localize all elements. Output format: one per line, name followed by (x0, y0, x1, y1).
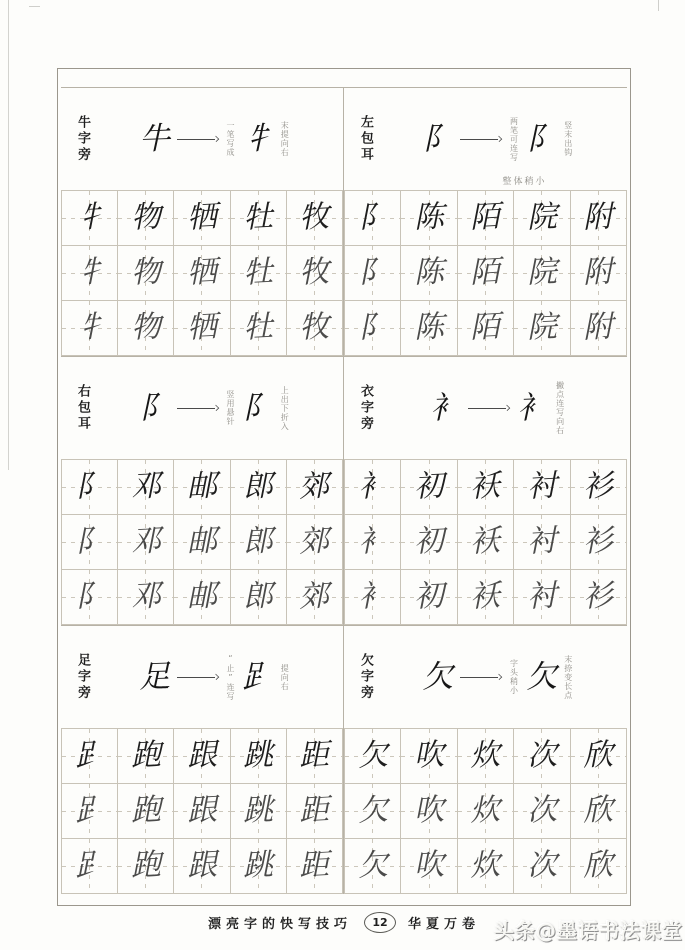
practice-character: 牺 (186, 199, 218, 236)
practice-character: 跳 (242, 847, 275, 884)
practice-character: 衫 (582, 578, 615, 615)
practice-character: 院 (525, 199, 558, 236)
practice-character: 邓 (129, 523, 162, 560)
practice-cell (118, 515, 174, 570)
practice-character: 跟 (186, 847, 218, 884)
practice-cell (62, 191, 118, 246)
practice-cell (231, 570, 287, 625)
practice-character: 欠 (356, 792, 389, 829)
practice-cell (514, 784, 570, 839)
practice-cell (514, 191, 570, 246)
annotation-after: 末捺变长点 (563, 654, 573, 700)
practice-cell (401, 301, 457, 356)
practice-cell (231, 246, 287, 301)
practice-cell (571, 839, 627, 894)
practice-cell (118, 784, 174, 839)
practice-character: 衬 (525, 578, 558, 615)
practice-character: 距 (298, 792, 331, 829)
practice-character: 衤 (356, 468, 389, 505)
practice-character: 跳 (242, 792, 275, 829)
practice-cell (287, 301, 343, 356)
practice-cell (118, 301, 174, 356)
annotation-before: 一笔写成 (226, 121, 235, 157)
practice-character: 初 (413, 523, 445, 560)
demo-start-character: 牛 (138, 119, 171, 158)
copybook-page-frame (57, 68, 631, 906)
practice-cell (514, 839, 570, 894)
band-2 (61, 356, 627, 625)
practice-character: 欣 (582, 737, 615, 774)
practice-cell (287, 729, 343, 784)
demo-start-character: 足 (138, 657, 171, 696)
demo-start-character: 阝 (138, 388, 171, 427)
practice-cell (458, 515, 514, 570)
section-header (344, 357, 627, 459)
practice-cell (174, 729, 230, 784)
practice-character: 陌 (469, 254, 502, 291)
practice-grid (344, 728, 627, 894)
practice-cell (118, 839, 174, 894)
practice-character: 距 (298, 737, 331, 774)
practice-character: 跑 (129, 847, 162, 884)
practice-character: 欠 (356, 847, 389, 884)
practice-character: 陈 (413, 254, 445, 291)
practice-character: 邮 (186, 578, 218, 615)
demo-result-character: 欠 (524, 657, 558, 696)
practice-cell (514, 460, 570, 515)
demo-row (372, 117, 627, 162)
practice-cell (458, 246, 514, 301)
practice-cell (345, 784, 401, 839)
practice-character: 郎 (242, 578, 275, 615)
practice-cell (62, 460, 118, 515)
practice-character: 牺 (186, 309, 218, 346)
practice-character: 阝 (73, 523, 106, 560)
demo-row (89, 121, 343, 157)
practice-character: 牡 (242, 199, 275, 236)
practice-cell (345, 839, 401, 894)
practice-character: 袄 (469, 523, 502, 560)
demo-start-character: 欠 (421, 657, 454, 696)
band-3 (61, 625, 627, 894)
section-yawn-radical (344, 626, 627, 894)
radical-label: 左包耳 (358, 115, 373, 163)
section-header (61, 88, 343, 190)
radical-label: 足字旁 (75, 653, 90, 701)
practice-cell (118, 570, 174, 625)
arrow-right-icon (177, 136, 219, 143)
practice-character: 吹 (413, 792, 445, 829)
practice-cell (62, 784, 118, 839)
practice-cell (62, 570, 118, 625)
practice-character: 邮 (186, 468, 218, 505)
annotation-after: 末提向右 (280, 121, 290, 157)
practice-character: 陌 (469, 199, 502, 236)
practice-cell (571, 570, 627, 625)
practice-character: 衫 (582, 468, 615, 505)
practice-character: 牜 (73, 309, 106, 346)
practice-character: 初 (413, 578, 445, 615)
section-clothing-radical (344, 357, 627, 625)
section-header (61, 626, 343, 728)
practice-cell (571, 784, 627, 839)
practice-character: 陈 (413, 309, 445, 346)
practice-character: 牜 (73, 199, 106, 236)
annotation-after: 提向右 (280, 663, 290, 691)
practice-cell (62, 839, 118, 894)
arrow-right-icon (177, 674, 219, 681)
practice-character: 𧾷 (73, 847, 106, 884)
practice-grid (344, 190, 627, 356)
practice-character: 牺 (186, 254, 218, 291)
practice-cell (174, 460, 230, 515)
practice-cell (401, 246, 457, 301)
practice-cell (174, 839, 230, 894)
practice-cell (401, 515, 457, 570)
practice-character: 阝 (356, 199, 389, 236)
demo-row (89, 654, 343, 701)
section-right-ear-radical (61, 357, 344, 625)
practice-cell (571, 191, 627, 246)
practice-character: 阝 (356, 309, 389, 346)
section-niu-radical (61, 88, 344, 356)
arrow-right-icon (460, 136, 502, 143)
practice-character: 邓 (129, 578, 162, 615)
practice-character: 𧾷 (73, 792, 106, 829)
section-header (344, 626, 627, 728)
practice-character: 院 (525, 254, 558, 291)
practice-character: 跟 (186, 737, 218, 774)
practice-cell (287, 191, 343, 246)
practice-cell (571, 729, 627, 784)
practice-cell (514, 301, 570, 356)
practice-character: 郎 (242, 468, 275, 505)
section-header (344, 88, 627, 190)
practice-character: 衤 (356, 578, 389, 615)
arrow-right-icon (468, 405, 510, 412)
practice-cell (401, 839, 457, 894)
practice-character: 衤 (356, 523, 389, 560)
practice-cell (345, 460, 401, 515)
section-left-ear-radical (344, 88, 627, 356)
annotation-before: 字头稍小 (509, 659, 519, 695)
practice-cell (287, 570, 343, 625)
radical-label: 右包耳 (75, 384, 90, 432)
demo-row (372, 655, 627, 700)
page-number-badge: 12 (364, 912, 396, 933)
practice-cell (62, 246, 118, 301)
watermark-text: 头条@墨语书法课堂 (494, 919, 683, 943)
practice-cell (345, 729, 401, 784)
practice-cell (174, 515, 230, 570)
annotation-after: 上出下折入 (280, 385, 290, 431)
practice-character: 牧 (298, 309, 331, 346)
practice-cell (514, 246, 570, 301)
practice-character: 牧 (298, 199, 331, 236)
practice-cell (231, 301, 287, 356)
practice-cell (401, 570, 457, 625)
annotation-after: 竖末出钩 (563, 121, 573, 157)
practice-cell (287, 839, 343, 894)
practice-cell (231, 729, 287, 784)
band-1 (61, 87, 627, 356)
book-title: 漂亮字的快写技巧 (207, 917, 352, 932)
annotation-before: 两笔可连写 (509, 116, 519, 162)
demo-result-character: 𧾷 (241, 657, 274, 696)
scan-edge-line (8, 0, 9, 470)
practice-cell (345, 246, 401, 301)
practice-character: 袄 (469, 468, 502, 505)
practice-cell (458, 839, 514, 894)
arrow-right-icon (460, 674, 502, 681)
practice-character: 炊 (469, 737, 502, 774)
annotation-note: 整体稍小 (502, 177, 547, 187)
practice-character: 欠 (356, 737, 389, 774)
practice-cell (287, 460, 343, 515)
practice-character: 物 (129, 254, 162, 291)
practice-character: 初 (413, 468, 445, 505)
practice-cell (458, 729, 514, 784)
practice-character: 物 (129, 199, 162, 236)
practice-character: 院 (525, 309, 558, 346)
practice-cell (287, 784, 343, 839)
practice-character: 牧 (298, 254, 331, 291)
practice-character: 阝 (356, 254, 389, 291)
practice-character: 次 (525, 737, 558, 774)
practice-cell (401, 784, 457, 839)
practice-cell (231, 839, 287, 894)
practice-character: 跑 (129, 737, 162, 774)
practice-grid (344, 459, 627, 625)
practice-cell (514, 729, 570, 784)
practice-character: 郎 (242, 523, 275, 560)
practice-cell (118, 246, 174, 301)
practice-cell (514, 570, 570, 625)
practice-character: 邮 (186, 523, 218, 560)
practice-cell (174, 301, 230, 356)
practice-cell (231, 784, 287, 839)
practice-cell (231, 191, 287, 246)
practice-character: 郊 (298, 468, 331, 505)
practice-cell (345, 515, 401, 570)
annotation-before: 竖用悬针 (226, 390, 235, 426)
practice-character: 距 (298, 847, 331, 884)
practice-cell (458, 570, 514, 625)
practice-character: 附 (582, 199, 615, 236)
practice-character: 𧾷 (73, 737, 106, 774)
practice-cell (62, 301, 118, 356)
practice-cell (118, 191, 174, 246)
practice-character: 吹 (413, 847, 445, 884)
practice-cell (174, 570, 230, 625)
practice-character: 郊 (298, 523, 331, 560)
practice-character: 次 (525, 847, 558, 884)
practice-character: 附 (582, 254, 615, 291)
practice-cell (62, 515, 118, 570)
practice-character: 吹 (413, 737, 445, 774)
practice-cell (118, 460, 174, 515)
radical-label: 衣字旁 (358, 384, 373, 432)
practice-cell (231, 460, 287, 515)
scan-tick-mark (29, 6, 40, 7)
page-content (61, 87, 627, 894)
demo-start-character: 阝 (421, 119, 454, 158)
practice-character: 郊 (298, 578, 331, 615)
practice-cell (345, 570, 401, 625)
practice-character: 跑 (129, 792, 162, 829)
practice-cell (458, 784, 514, 839)
practice-character: 跳 (242, 737, 275, 774)
annotation-before: “止”连写 (226, 653, 235, 701)
practice-cell (571, 460, 627, 515)
demo-result-character: 阝 (241, 388, 274, 427)
practice-character: 欣 (582, 847, 615, 884)
demo-start-character: 衤 (429, 388, 463, 427)
arrow-right-icon (177, 405, 219, 412)
practice-character: 炊 (469, 847, 502, 884)
practice-cell (458, 460, 514, 515)
radical-label: 欠字旁 (358, 653, 373, 701)
practice-cell (401, 460, 457, 515)
scan-tick-mark (658, 0, 659, 11)
annotation-after: 撇点连写向右 (555, 381, 565, 435)
practice-character: 陈 (413, 199, 445, 236)
practice-character: 跟 (186, 792, 218, 829)
practice-character: 牜 (73, 254, 106, 291)
practice-cell (174, 784, 230, 839)
practice-character: 牡 (242, 309, 275, 346)
section-foot-radical (61, 626, 344, 894)
practice-cell (287, 246, 343, 301)
publisher-title: 华夏万卷 (408, 917, 481, 932)
practice-character: 邓 (129, 468, 162, 505)
practice-character: 衫 (582, 523, 615, 560)
practice-character: 牡 (242, 254, 275, 291)
practice-cell (345, 301, 401, 356)
practice-character: 袄 (469, 578, 502, 615)
practice-cell (571, 301, 627, 356)
practice-grid (61, 190, 343, 356)
demo-result-character: 牜 (241, 119, 274, 158)
practice-cell (401, 191, 457, 246)
practice-character: 衬 (525, 468, 558, 505)
practice-cell (571, 246, 627, 301)
demo-result-character: 衤 (516, 388, 550, 427)
practice-cell (345, 191, 401, 246)
practice-cell (174, 191, 230, 246)
practice-cell (62, 729, 118, 784)
practice-cell (231, 515, 287, 570)
practice-cell (458, 191, 514, 246)
practice-grid (61, 459, 343, 625)
demo-result-character: 阝 (524, 119, 558, 158)
practice-cell (571, 515, 627, 570)
practice-grid (61, 728, 343, 894)
demo-row (89, 386, 343, 431)
practice-character: 阝 (73, 468, 106, 505)
practice-cell (174, 246, 230, 301)
practice-cell (118, 729, 174, 784)
radical-label: 牛字旁 (75, 115, 90, 163)
practice-character: 次 (525, 792, 558, 829)
practice-character: 附 (582, 309, 615, 346)
practice-character: 衬 (525, 523, 558, 560)
practice-character: 欣 (582, 792, 615, 829)
demo-row (372, 381, 627, 435)
practice-character: 物 (129, 309, 162, 346)
practice-cell (401, 729, 457, 784)
practice-cell (458, 301, 514, 356)
practice-cell (514, 515, 570, 570)
practice-cell (287, 515, 343, 570)
practice-character: 阝 (73, 578, 106, 615)
section-header (61, 357, 343, 459)
practice-character: 炊 (469, 792, 502, 829)
practice-character: 陌 (469, 309, 502, 346)
